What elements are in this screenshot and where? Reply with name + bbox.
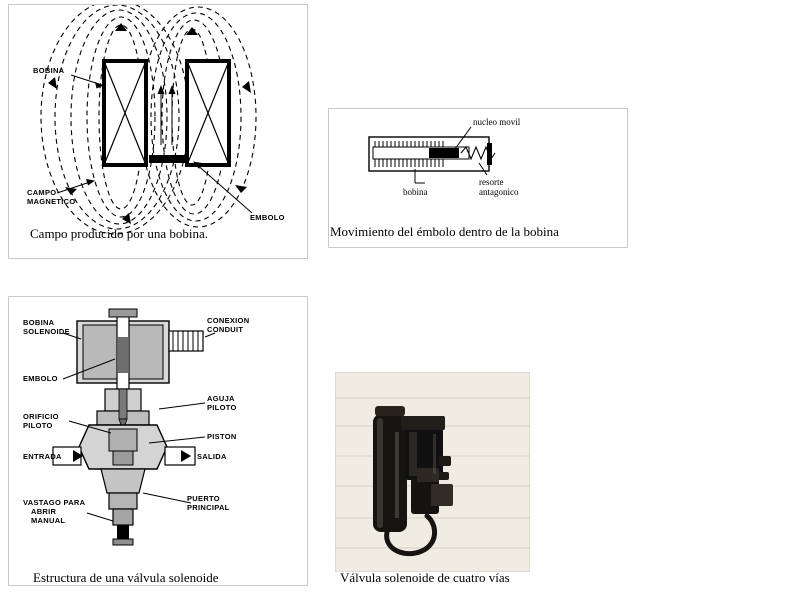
label-aguja-piloto-1: AGUJA — [207, 394, 235, 403]
valve-structure-diagram — [9, 297, 307, 585]
label-orificio-piloto-2: PILOTO — [23, 421, 53, 430]
label-vastago-2: ABRIR — [31, 507, 57, 516]
label-vastago-3: MANUAL — [31, 516, 66, 525]
label-vastago-1: VASTAGO PARA — [23, 498, 86, 507]
coil-field-diagram — [9, 5, 307, 258]
four-way-valve-photo — [335, 372, 530, 572]
figure-coil-magnetic-field — [8, 4, 308, 259]
caption-coil-magnetic-field: Campo producido por una bobina. — [30, 226, 208, 241]
label-conexion-conduit-2: CONDUIT — [207, 325, 244, 334]
label-orificio-piloto-1: ORIFICIO — [23, 412, 59, 421]
label-bobina: BOBINA — [33, 66, 65, 75]
label-puerto-principal-1: PUERTO — [187, 494, 220, 503]
label-resorte-1: resorte — [479, 177, 504, 187]
label-embolo-2: EMBOLO — [23, 374, 58, 383]
figure-four-way-valve-photo — [335, 372, 530, 572]
label-campo-magnetico-2: MAGNETICO — [27, 197, 76, 206]
label-bobina-2: bobina — [403, 187, 428, 197]
label-aguja-piloto-2: PILOTO — [207, 403, 237, 412]
caption-valve-structure: Estructura de una válvula solenoide — [33, 570, 219, 585]
label-bobina-solenoide-1: BOBINA — [23, 318, 55, 327]
caption-plunger-movement: Movimiento del émbolo dentro de la bobina — [330, 224, 559, 239]
label-campo-magnetico-1: CAMPO — [27, 188, 57, 197]
label-bobina-solenoide-2: SOLENOIDE — [23, 327, 70, 336]
label-resorte-2: antagonico — [479, 187, 519, 197]
caption-four-way-valve: Válvula solenoide de cuatro vías — [340, 570, 510, 585]
label-conexion-conduit-1: CONEXION — [207, 316, 250, 325]
label-puerto-principal-2: PRINCIPAL — [187, 503, 230, 512]
label-salida: SALIDA — [197, 452, 227, 461]
label-entrada: ENTRADA — [23, 452, 62, 461]
label-piston: PISTON — [207, 432, 237, 441]
label-embolo: EMBOLO — [250, 213, 285, 222]
label-nucleo-movil: nucleo movil — [473, 117, 521, 127]
figure-valve-structure — [8, 296, 308, 586]
